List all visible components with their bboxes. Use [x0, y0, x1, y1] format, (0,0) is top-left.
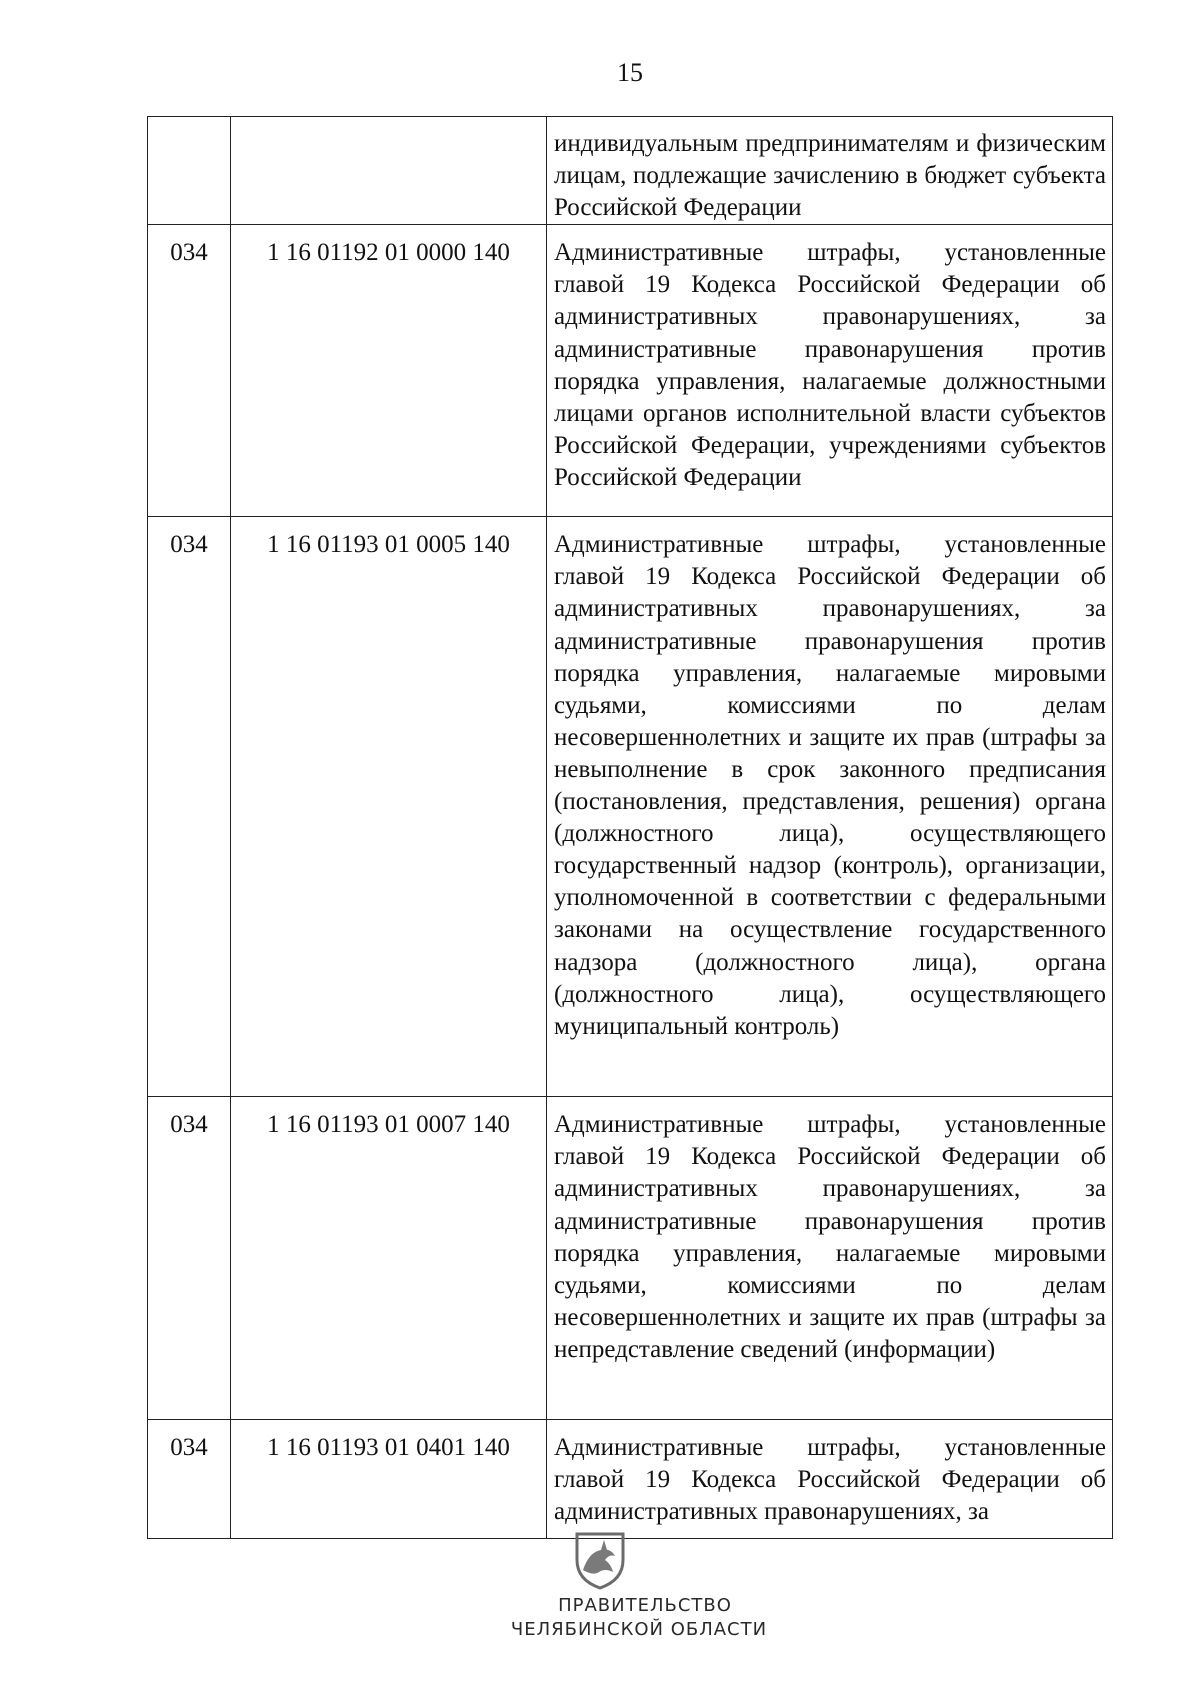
org-code-cell: 034: [148, 225, 231, 517]
table-row: [148, 225, 1113, 517]
description-cell: индивидуальным предпринимателям и физическим лицам, подлежащие зачислению в бюджет субъекта Российской Федерации: [547, 117, 1113, 225]
coat-of-arms-icon: [571, 1530, 629, 1590]
org-code-cell: 034: [148, 517, 231, 1097]
stamp-line-1: ПРАВИТЕЛЬСТВО: [558, 1595, 732, 1616]
description-cell: Административные штрафы, установленные главой 19 Кодекса Российской Федерации об административных правонарушениях, за административные правонарушения против порядка управления, налагаемые должностными лицами органов исполнительной власти субъектов Российской Федерации, учреждениями субъектов Российской Федерации: [547, 225, 1113, 517]
stamp-line-2: ЧЕЛЯБИНСКОЙ ОБЛАСТИ: [510, 1619, 768, 1640]
table-row: [148, 117, 1113, 225]
page-number: 15: [617, 58, 643, 87]
budget-code-cell: [231, 117, 547, 225]
budget-code-cell: 1 16 01193 01 0005 140: [231, 517, 547, 1097]
description-cell: Административные штрафы, установленные главой 19 Кодекса Российской Федерации об административных правонарушениях, за административные правонарушения против порядка управления, налагаемые мировыми судьями, комиссиями по делам несовершеннолетних и защите их прав (штрафы за невыполнение в срок законного предписания (постановления, представления, решения) органа (должностного лица), осуществляющего государственный надзор (контроль), организации, уполномоченной в соответствии с федеральными законами на осуществление государственного надзора (должностного лица), органа (должностного лица), осуществляющего муниципальный контроль): [547, 517, 1113, 1097]
budget-code-cell: 1 16 01193 01 0401 140: [231, 1420, 547, 1539]
org-code-cell: 034: [148, 1420, 231, 1539]
description-cell: Административные штрафы, установленные главой 19 Кодекса Российской Федерации об административных правонарушениях, за административные правонарушения против порядка управления, налагаемые мировыми судьями, комиссиями по делам несовершеннолетних и защите их прав (штрафы за непредставление сведений (информации): [547, 1097, 1113, 1420]
org-code-cell: 034: [148, 1097, 231, 1420]
description-cell: Административные штрафы, установленные главой 19 Кодекса Российской Федерации об административных правонарушениях, за: [547, 1420, 1113, 1539]
table-row: [148, 1420, 1113, 1539]
budget-code-cell: 1 16 01192 01 0000 140: [231, 225, 547, 517]
org-code-cell: [148, 117, 231, 225]
budget-code-cell: 1 16 01193 01 0007 140: [231, 1097, 547, 1420]
government-stamp: [490, 1530, 820, 1670]
table-row: [148, 1097, 1113, 1420]
revenue-codes-table: [147, 116, 1113, 1539]
table-row: [148, 517, 1113, 1097]
